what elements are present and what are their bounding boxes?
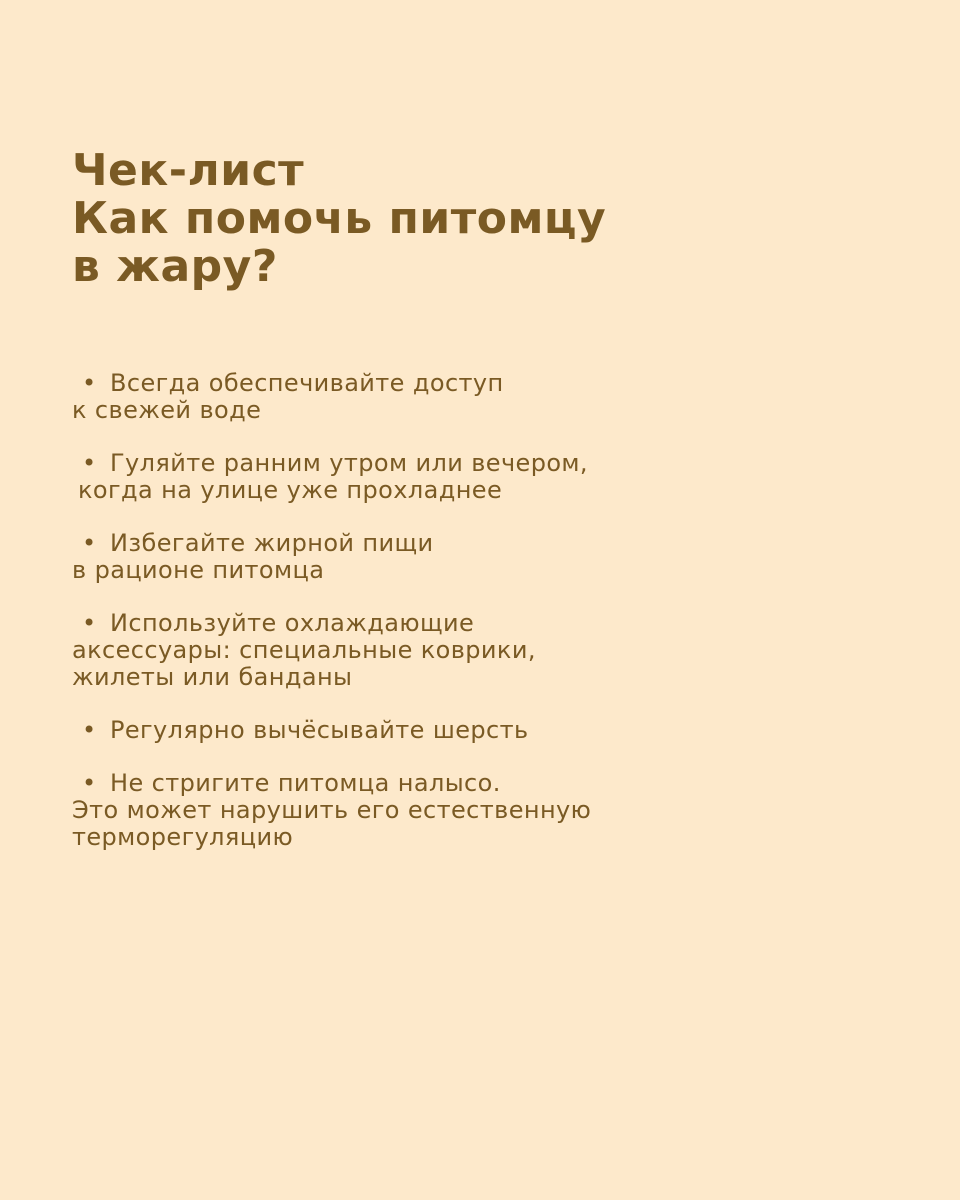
- list-item-line: к свежей воде: [72, 396, 262, 424]
- list-item-first-line: [72, 717, 932, 744]
- list-item: [72, 370, 932, 424]
- list-item-line: когда на улице уже прохладнее: [78, 476, 503, 504]
- bullet-icon: •: [82, 609, 97, 637]
- list-item-line: в рационе питомца: [72, 556, 325, 584]
- list-item-first-line: [72, 610, 932, 637]
- list-item: [72, 530, 932, 584]
- list-item: [72, 717, 932, 744]
- page-title: [72, 147, 606, 291]
- bullet-icon: •: [82, 716, 97, 744]
- list-item-text: Всегда обеспечивайте доступ: [110, 369, 504, 397]
- list-item: [72, 770, 932, 851]
- checklist: [72, 370, 932, 877]
- list-item-text: Регулярно вычёсывайте шерсть: [110, 716, 529, 744]
- bullet-icon: •: [82, 449, 97, 477]
- list-item-first-line: [72, 450, 932, 477]
- bullet-icon: •: [82, 769, 97, 797]
- list-item-line: терморегуляцию: [72, 823, 294, 851]
- list-item-line: Это может нарушить его естественную: [72, 796, 592, 824]
- list-item-text: Гуляйте ранним утром или вечером,: [110, 449, 588, 477]
- list-item: [72, 450, 932, 504]
- list-item-text: Используйте охлаждающие: [110, 609, 475, 637]
- title-line-2: Как помочь питомцу: [72, 193, 607, 244]
- list-item-line: аксессуары: специальные коврики,: [72, 636, 536, 664]
- bullet-icon: •: [82, 529, 97, 557]
- list-item-first-line: [72, 530, 932, 557]
- title-line-3: в жару?: [72, 241, 278, 292]
- list-item-text: Не стригите питомца налысо.: [110, 769, 501, 797]
- list-item-first-line: [72, 770, 932, 797]
- list-item-first-line: [72, 370, 932, 397]
- list-item-line: жилеты или банданы: [72, 663, 353, 691]
- list-item: [72, 610, 932, 691]
- bullet-icon: •: [82, 369, 97, 397]
- list-item-text: Избегайте жирной пищи: [110, 529, 434, 557]
- title-line-1: Чек-лист: [72, 145, 305, 196]
